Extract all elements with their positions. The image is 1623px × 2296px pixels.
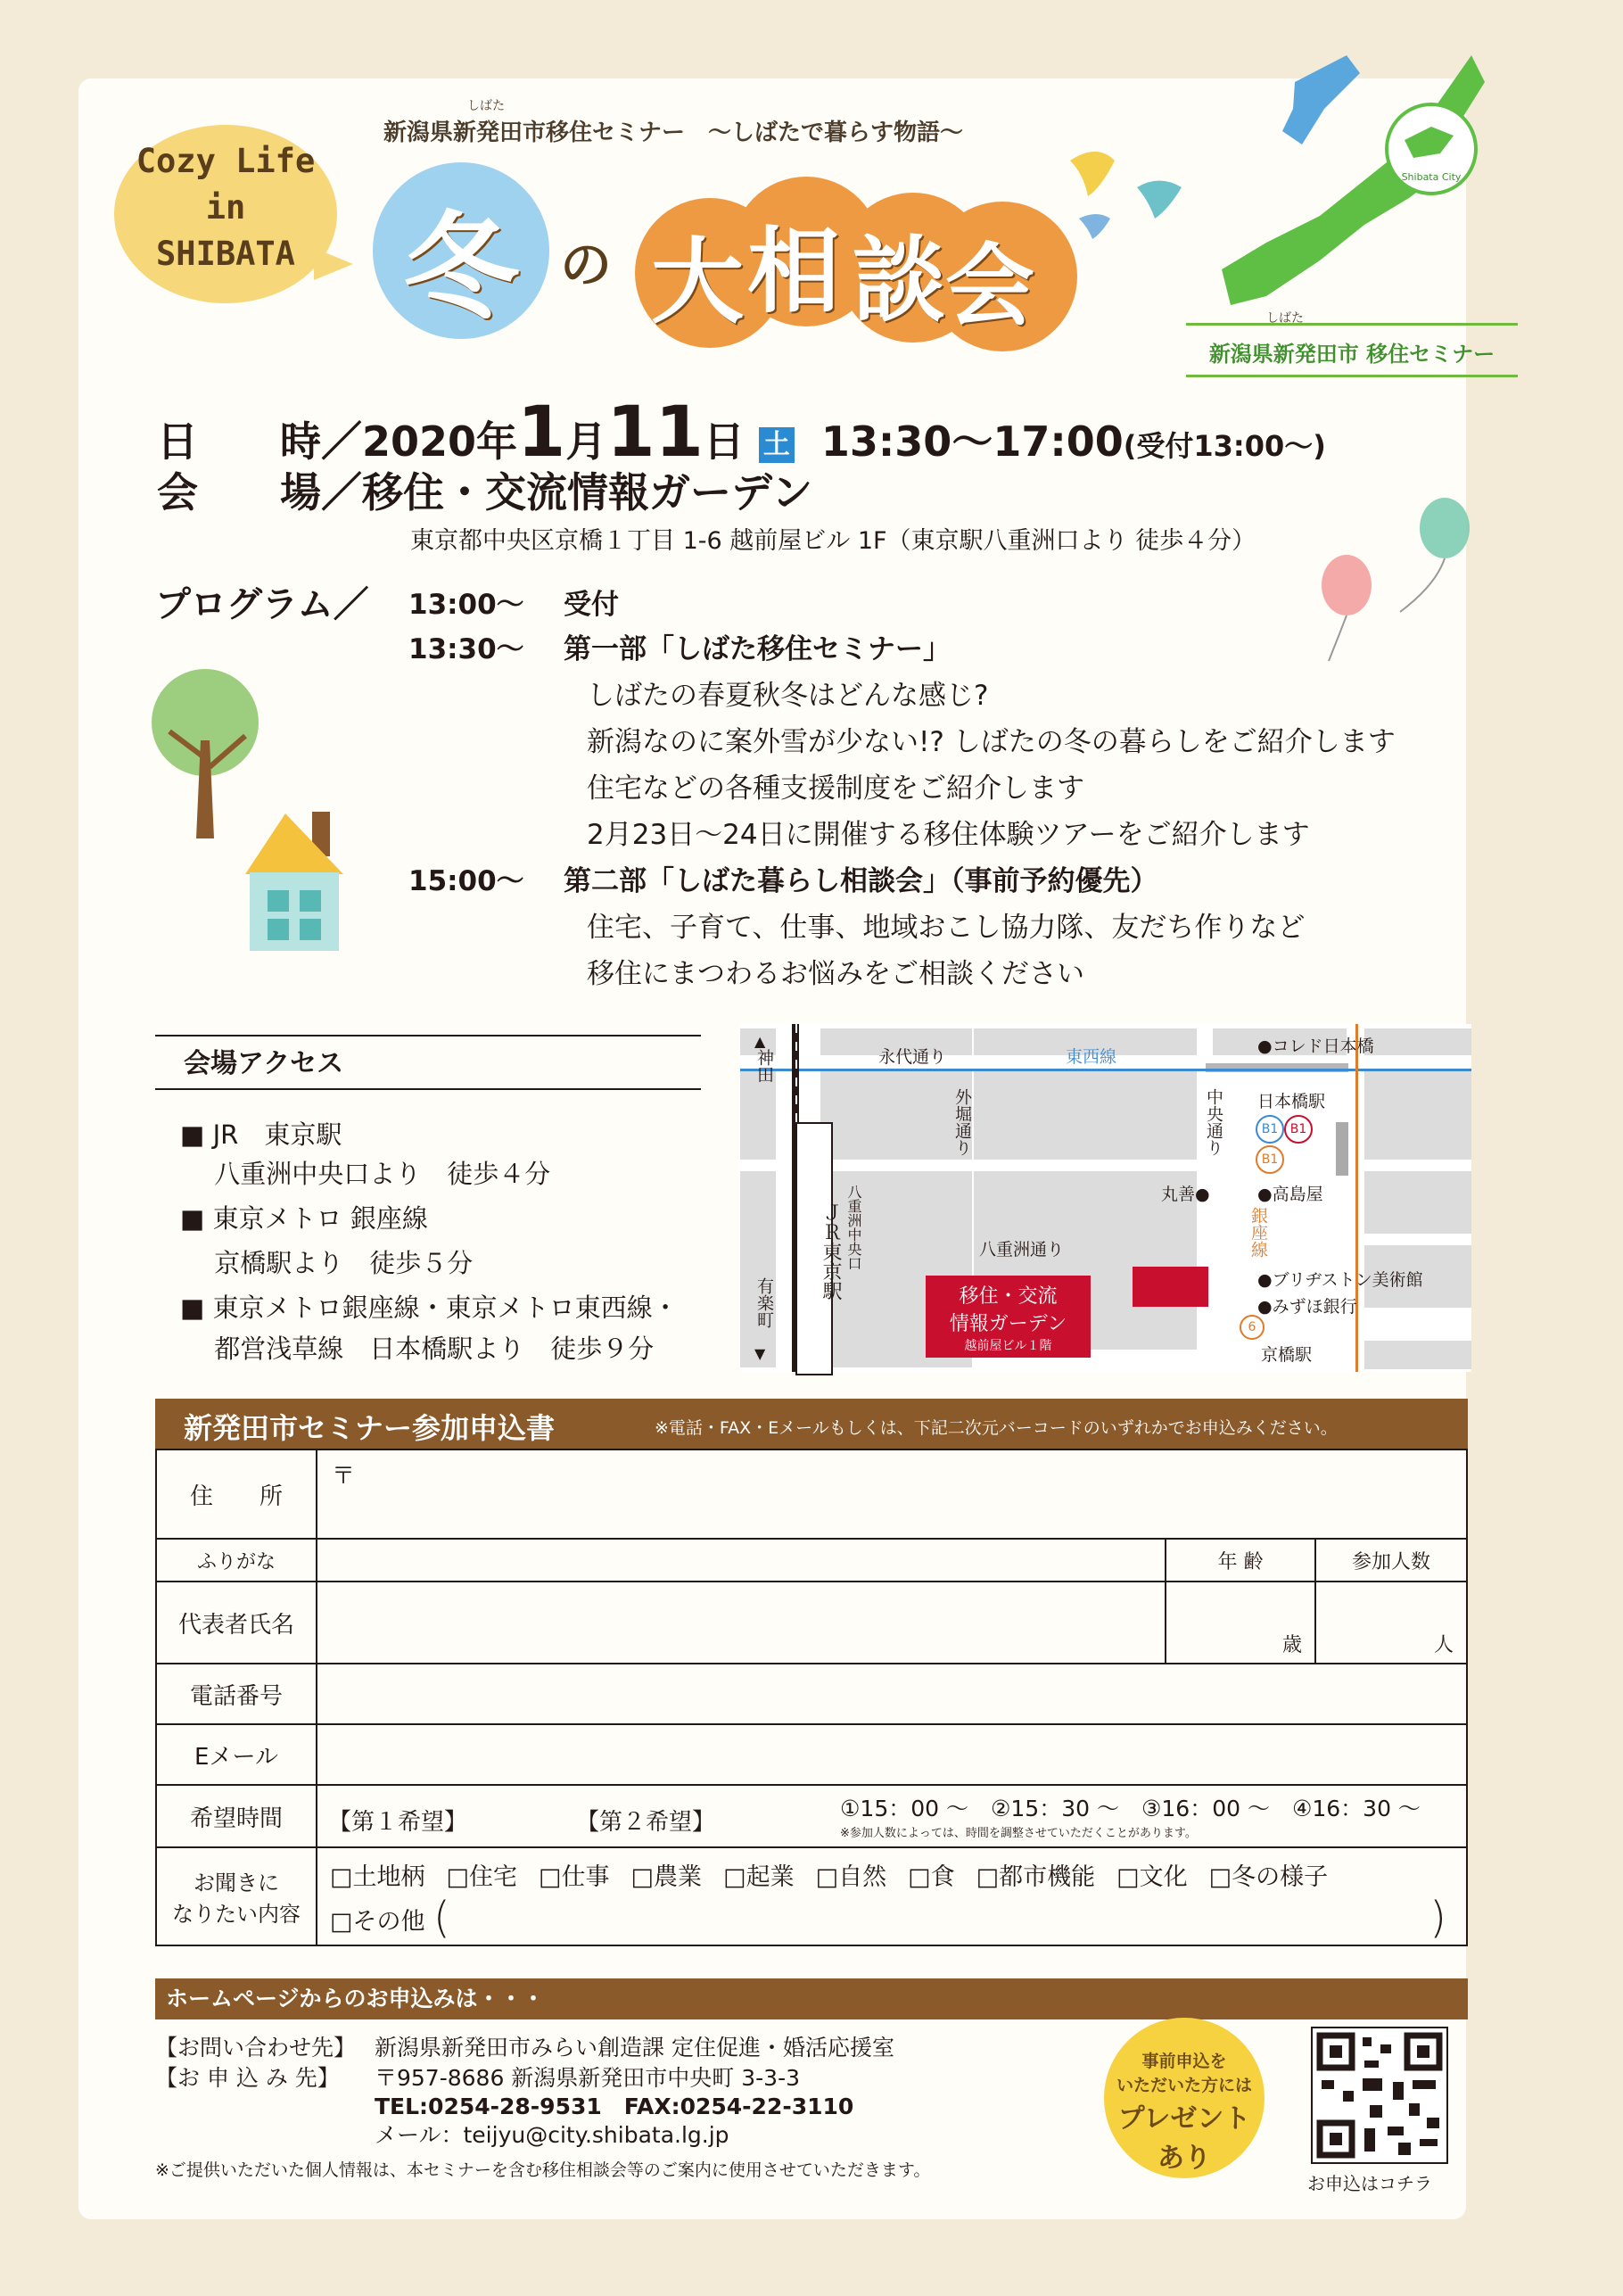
privacy-note: ※ご提供いただいた個人情報は、本セミナーを含む移住相談会等のご案内に使用させていただきます。	[155, 2160, 931, 2180]
reception-time: (受付13:00～)	[1123, 429, 1326, 463]
venue-label: 会 場／	[157, 468, 362, 516]
cozy-line2: in	[205, 188, 246, 227]
cozy-life-logo	[114, 138, 337, 277]
program-detail-1: しばたの春夏秋冬はどんな感じ?	[587, 680, 989, 712]
bird-yellow-icon	[1070, 152, 1115, 196]
interest-option[interactable]: □起業	[723, 1863, 795, 1891]
ginza-line	[1355, 1024, 1358, 1372]
bird-blue-icon	[1079, 214, 1110, 239]
interest-option[interactable]: □農業	[630, 1863, 703, 1891]
address-label: 住 所	[156, 1449, 317, 1539]
name-field[interactable]	[317, 1582, 1166, 1664]
phone-field[interactable]	[317, 1664, 1467, 1724]
exit-6-icon: 6	[1240, 1315, 1265, 1340]
interest-other[interactable]: □その他	[330, 1908, 425, 1936]
interest-option[interactable]: □文化	[1116, 1863, 1188, 1891]
venue-map-line3: 越前屋ビル１階	[964, 1339, 1052, 1353]
map-yurakucho: 有楽町	[754, 1277, 774, 1328]
qr-caption: お申込はコチラ	[1307, 2173, 1432, 2194]
venue-map-line2: 情報ガーデン	[949, 1313, 1067, 1335]
program-detail-2: 新潟なのに案外雪が少ない!? しばたの冬の暮らしをご紹介します	[587, 726, 1396, 758]
participants-field[interactable]	[1315, 1582, 1467, 1664]
program-time-3: 15:00～	[408, 865, 524, 897]
birds-illustration	[1061, 134, 1195, 250]
date-day: 11	[606, 392, 704, 473]
access-line-5: ■ 東京メトロ銀座線・東京メトロ東西線・	[180, 1293, 679, 1323]
program-detail-4: 2月23日～24日に開催する移住体験ツアーをご紹介します	[587, 819, 1310, 851]
exit-b1-asakusa-icon: B1	[1284, 1115, 1313, 1144]
map-eitai: 永代通り	[878, 1047, 947, 1067]
program-time-2: 13:30～	[408, 633, 524, 665]
inquiry-value: 新潟県新発田市みらい創造課 定住促進・婚活応援室	[375, 2035, 894, 2061]
time-options: ①15：00 ～ ②15：30 ～ ③16：00 ～ ④16：30 ～	[840, 1796, 1421, 1821]
exit-b1-tozai-icon: B1	[1256, 1115, 1284, 1144]
paren-open: (	[433, 1893, 450, 1943]
age-unit: 歳	[1281, 1634, 1302, 1656]
qr-code[interactable]	[1311, 2027, 1448, 2164]
map-chuo: 中央通り	[1204, 1088, 1223, 1156]
title-no: の	[560, 235, 613, 295]
paren-close: )	[1429, 1893, 1446, 1943]
application-form	[155, 1449, 1468, 1946]
access-line-4: 京橋駅より 徒歩５分	[180, 1248, 474, 1278]
arrow-up-icon: ▲	[754, 1033, 766, 1050]
map-coredo: ●コレド日本橋	[1257, 1037, 1374, 1056]
map-caption-ruby: しばた	[1266, 311, 1304, 326]
postal-mark: 〒	[332, 1463, 356, 1490]
apply-label: 【お 申 込 み 先】	[155, 2065, 340, 2091]
program-title-3: 第二部「しばた暮らし相談会」（事前予約優先）	[564, 865, 1158, 897]
balloon-pink-icon	[1322, 555, 1372, 615]
present-badge	[1104, 2018, 1265, 2178]
venue-name: 移住・交流情報ガーデン	[362, 468, 813, 516]
program-label: プログラム／	[155, 584, 369, 625]
map-kyobashi: 京橋駅	[1261, 1345, 1313, 1365]
time-label: 希望時間	[156, 1785, 317, 1847]
map-sotobori: 外堀通り	[952, 1088, 972, 1156]
title-char-2: 相	[747, 216, 841, 326]
map-maruzen: 丸善●	[1161, 1185, 1210, 1204]
map-nihonbashi: 日本橋駅	[1257, 1092, 1326, 1111]
access-line-1: ■ JR 東京駅	[180, 1119, 342, 1150]
email-field[interactable]	[317, 1724, 1467, 1785]
date-day-suffix: 日	[703, 417, 745, 466]
map-badge-text: Shibata City	[1401, 171, 1462, 183]
first-choice: 【第１希望】	[328, 1809, 468, 1836]
interest-label-line1: お聞きに	[194, 1871, 279, 1895]
program-detail-6: 移住にまつわるお悩みをご相談ください	[587, 958, 1084, 990]
form-header	[155, 1399, 1468, 1449]
seminar-subtitle: 新潟県新発田市移住セミナー ～しばたで暮らす物語～	[383, 120, 964, 146]
venue-map-line1: 移住・交流	[959, 1285, 1058, 1308]
second-choice: 【第２希望】	[576, 1809, 716, 1836]
homepage-bar: ホームページからのお申込みは・・・	[155, 1978, 1468, 2019]
apply-tel-fax: TEL:0254-28-9531 FAX:0254-22-3110	[375, 2094, 854, 2119]
age-field[interactable]	[1166, 1582, 1315, 1664]
interest-option[interactable]: □住宅	[446, 1863, 518, 1891]
venue-label-box	[926, 1276, 1091, 1358]
venue-row	[157, 460, 812, 519]
present-line4: あり	[1158, 2143, 1211, 2174]
weekday-badge: 土	[759, 427, 795, 463]
house-body-icon	[250, 872, 339, 951]
map-mizuho: ●みずほ銀行	[1257, 1297, 1357, 1317]
balloons-illustration	[1311, 496, 1489, 665]
date-month-suffix: 月	[565, 417, 607, 466]
address-field[interactable]	[317, 1449, 1467, 1539]
niigata-map-illustration	[1213, 46, 1498, 323]
date-year: 2020年	[362, 417, 518, 466]
time-note: ※参加人数によっては、時間を調整させていただくことがあります。	[840, 1827, 1197, 1840]
arrow-down-icon: ▼	[754, 1345, 766, 1362]
participants-unit: 人	[1433, 1634, 1454, 1656]
interest-option[interactable]: □仕事	[539, 1863, 610, 1891]
exit-b1-ginza-icon: B1	[1256, 1145, 1284, 1174]
present-line3: プレゼント	[1117, 2103, 1251, 2135]
access-line-3: ■ 東京メトロ 銀座線	[180, 1203, 428, 1234]
name-label: 代表者氏名	[156, 1582, 317, 1664]
interest-field[interactable]	[317, 1847, 1467, 1945]
interest-label-line2: なりたい内容	[172, 1902, 301, 1927]
access-line-2: 八重洲中央口より 徒歩４分	[180, 1159, 551, 1189]
title-winter: 冬	[403, 199, 520, 335]
access-map	[740, 1024, 1471, 1372]
program-title-2: 第一部「しばた移住セミナー」	[564, 633, 951, 665]
present-line1: 事前申込を	[1141, 2052, 1227, 2071]
venue-building-marker	[1133, 1267, 1208, 1307]
form-note: ※電話・FAX・Eメールもしくは、下記二次元バーコードのいずれかでお申込みください。	[655, 1418, 1338, 1438]
program-detail-3: 住宅などの各種支援制度をご紹介します	[587, 772, 1084, 805]
apply-address: 〒957-8686 新潟県新発田市中央町 3-3-3	[375, 2065, 801, 2091]
map-jr: ＪＲ東京駅	[820, 1202, 842, 1301]
inquiry-label: 【お問い合わせ先】	[155, 2035, 357, 2061]
interest-options	[330, 1857, 1349, 1892]
tree-house-illustration	[125, 660, 375, 963]
tozai-line	[740, 1069, 1471, 1071]
title-char-4: 会	[945, 233, 1034, 338]
title-char-1: 大	[651, 227, 745, 336]
event-time: 13:30～17:00	[820, 417, 1124, 466]
map-yaesu-chuo: 八重洲中央口	[845, 1185, 862, 1270]
cozy-line3: SHIBATA	[156, 235, 295, 273]
furigana-label: ふりがな	[156, 1539, 317, 1582]
map-caption: 新潟県新発田市 移住セミナー	[1186, 323, 1518, 377]
access-section	[155, 1035, 701, 1374]
interest-option[interactable]: □食	[908, 1863, 955, 1891]
phone-label: 電話番号	[156, 1664, 317, 1724]
map-takashimaya: ●高島屋	[1257, 1185, 1323, 1204]
access-title: 会場アクセス	[155, 1035, 701, 1090]
map-bridgestone: ●ブリヂストン美術館	[1257, 1270, 1423, 1290]
cozy-line1: Cozy Life	[136, 142, 316, 180]
date-month: 1	[517, 392, 566, 473]
age-label: 年 齢	[1166, 1539, 1315, 1582]
interest-option[interactable]: □都市機能	[976, 1863, 1096, 1891]
map-tozai: 東西線	[1066, 1047, 1117, 1067]
interest-option[interactable]: □土地柄	[330, 1863, 425, 1891]
access-line-6: 都営浅草線 日本橋駅より 徒歩９分	[180, 1334, 655, 1364]
map-yaesu-dori: 八重洲通り	[979, 1240, 1065, 1259]
venue-address: 東京都中央区京橋１丁目 1-6 越前屋ビル 1F（東京駅八重洲口より 徒歩４分）	[410, 527, 1256, 555]
interest-option[interactable]: □冬の様子	[1208, 1863, 1329, 1891]
participants-label: 参加人数	[1315, 1539, 1467, 1582]
title-char-3: 談	[853, 225, 946, 334]
interest-option[interactable]: □自然	[815, 1863, 887, 1891]
email-label: Eメール	[156, 1724, 317, 1785]
map-kanda: 神田	[754, 1049, 774, 1083]
time-field[interactable]	[317, 1785, 1467, 1847]
qr-code-icon	[1313, 2028, 1446, 2162]
furigana-field[interactable]	[317, 1539, 1166, 1582]
program-title-1: 受付	[564, 589, 619, 621]
program-detail-5: 住宅、子育て、仕事、地域おこし協力隊、友だち作りなど	[587, 912, 1306, 944]
bird-teal-icon	[1137, 181, 1182, 219]
balloon-green-icon	[1420, 498, 1470, 558]
apply-email[interactable]: メール：teijyu@city.shibata.lg.jp	[375, 2122, 729, 2148]
present-line2: いただいた方には	[1116, 2076, 1252, 2095]
date-label: 日 時／	[157, 417, 362, 466]
subtitle-ruby: しばた	[467, 99, 505, 113]
program-time-1: 13:00～	[408, 589, 524, 621]
form-title: 新発田市セミナー参加申込書	[184, 1411, 556, 1445]
map-ginza: 銀座線	[1248, 1207, 1268, 1258]
sado-island-icon	[1282, 55, 1360, 145]
interest-label	[156, 1847, 317, 1945]
